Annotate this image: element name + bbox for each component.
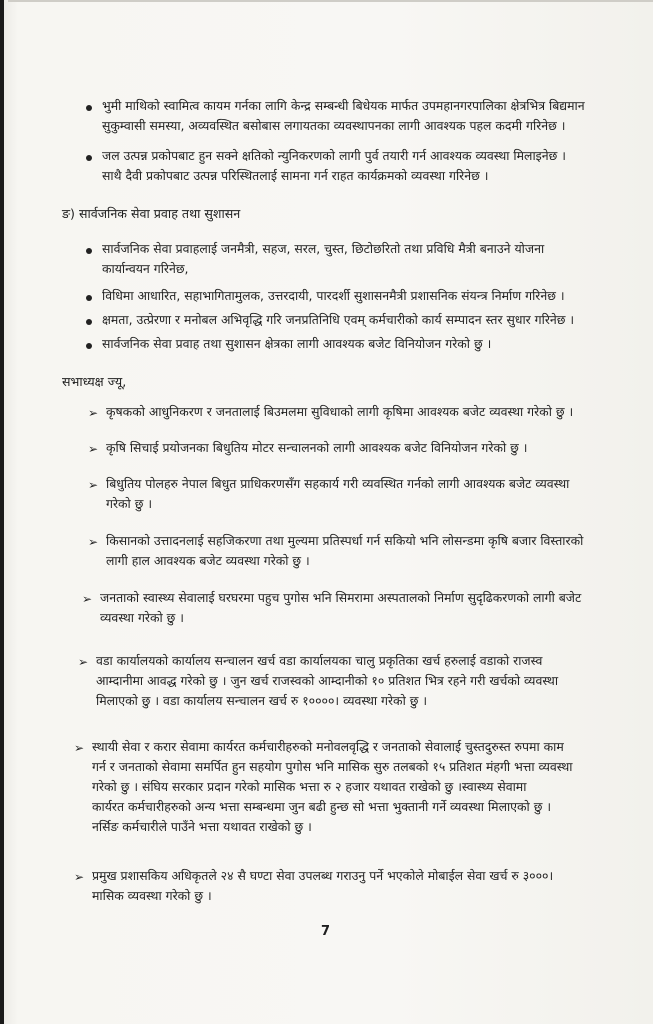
page-top-edge: [8, 0, 653, 2]
bullet-dot: [86, 295, 92, 301]
arrow-bullet-icon: ➢: [88, 442, 99, 456]
text-line: कार्यरत कर्मचारीहरुको अन्य भत्ता सम्बन्धमा जुन बढी हुन्छ सो भत्ता भुक्तानी गर्ने व्यवस्था मिलाएको छु ।: [92, 799, 552, 814]
paragraph-land-ownership: [102, 96, 585, 136]
text-line: व्यवस्था गरेको छु ।: [100, 610, 184, 625]
paragraph-public-service-1: [102, 239, 544, 279]
text-line: कृषकको आधुनिकरण र जनतालाई बिउमलमा सुविधाको लागी कृषिमा आवश्यक बजेट व्यवस्था गरेको छु ।: [106, 404, 574, 419]
paragraph-staff-allowance: [92, 737, 573, 837]
paragraph-public-service-3: [102, 310, 574, 330]
text-line: किसानको उत्तादनलाई सहजिकरणा तथा मुल्यमा प्रतिस्पर्धा गर्न सकियो भनि लोसन्डमा कृषि बजार विस्तारको: [106, 533, 584, 548]
salutation-heading: सभाध्यक्ष ज्यू,: [62, 374, 127, 389]
text-line: कृषि सिचाई प्रयोजनका बिधुतिय मोटर सन्चालनको लागी आवश्यक बजेट विनियोजन गरेको छु ।: [106, 440, 528, 455]
text-line: नर्सिङ कर्मचारीले पाउँने भत्ता यथावत राखेको छु ।: [92, 819, 312, 834]
paragraph-mobile-allowance: [92, 866, 553, 906]
text-line: गर्न र जनताको सेवामा समर्पित हुन सहयोग पुगोस भनि मासिक सुरु तलबको १५ प्रतिशत मंहगी भत्ता व्यवस्था: [92, 759, 573, 774]
paragraph-agriculture: [106, 402, 573, 422]
text-line: भुमी माथिको स्वामित्व कायम गर्नका लागि केन्द्र सम्बन्धी बिधेयक मार्फत उपमहानगरपालिका क्षेत्रभित्र बिद्यमान: [102, 98, 585, 113]
arrow-bullet-icon: ➢: [88, 406, 99, 420]
text-line: मासिक व्यवस्था गरेको छु ।: [92, 888, 212, 903]
bullet-dot: [86, 343, 92, 349]
bullet-dot: [86, 155, 92, 161]
text-line: क्षमता, उत्प्रेरणा र मनोबल अभिवृद्धि गरि जनप्रतिनिधि एवम् कर्मचारीको कार्य सम्पादन स्तर सुधार गरिनेछ ।: [102, 312, 575, 327]
paragraph-irrigation: [106, 438, 527, 458]
arrow-bullet-icon: ➢: [74, 870, 85, 884]
bullet-dot: [86, 248, 92, 254]
page-shadow-edge: [0, 0, 4, 1024]
paragraph-electric-poles: [106, 474, 569, 514]
arrow-bullet-icon: ➢: [74, 741, 85, 755]
bullet-dot: [86, 105, 92, 111]
paragraph-disaster-prep: [102, 146, 566, 186]
paragraph-hospital: [100, 588, 581, 628]
arrow-bullet-icon: ➢: [82, 592, 93, 606]
arrow-bullet-icon: ➢: [88, 478, 99, 492]
text-line: विधिमा आधारित, सहाभागितामुलक, उत्तरदायी, पारदर्शी सुशासनमैत्री प्रशासनिक संयन्त्र निर्माण गरिनेछ ।: [102, 288, 565, 303]
bullet-dot: [86, 319, 92, 325]
text-line: साथै दैवी प्रकोपबाट उत्पन्न परिस्थितलाई सामना गर्न राहत कार्यक्रमको व्यवस्था गरिनेछ ।: [102, 168, 489, 183]
paragraph-public-service-2: [102, 286, 565, 306]
section-heading-public-service: ङ) सार्वजनिक सेवा प्रवाह तथा सुशासन: [62, 206, 241, 221]
text-line: सुकुम्वासी समस्या, अव्यवस्थित बसोबास लगायतका व्यवस्थापनका लागी आवश्यक पहल कदमी गरिनेछ ।: [102, 118, 566, 133]
paragraph-public-service-4: [102, 334, 491, 354]
text-line: लागी हाल आवश्यक बजेट व्यवस्था गरेको छु ।: [106, 553, 310, 568]
arrow-bullet-icon: ➢: [78, 655, 89, 669]
text-line: वडा कार्यालयको कार्यालय सन्चालन खर्च वडा कार्यालयका चालु प्रकृतिका खर्च हरुलाई वडाको राजस्व: [96, 653, 543, 668]
text-line: जनताको स्वास्थ्य सेवालाई घरघरमा पहुच पुगोस भनि सिमरामा अस्पतालको निर्माण सुदृढिकरणको लागी बजेट: [100, 590, 582, 605]
text-line: स्थायी सेवा र करार सेवामा कार्यरत कर्मचारीहरुको मनोवलवृद्धि र जनताको सेवालाई चुस्तदुरुस्त रुपमा काम: [92, 739, 564, 754]
text-line: सार्वजनिक सेवा प्रवाहलाई जनमैत्री, सहज, सरल, चुस्त, छिटोछरितो तथा प्रविधि मैत्री बनाउने योजना: [102, 241, 545, 256]
paragraph-farm-market: [106, 531, 583, 571]
text-line: गरेको छु । संघिय सरकार प्रदान गरेको मासिक भत्ता रु २ हजार यथावत राखेको छु ।स्वास्थ्य सेवामा: [92, 779, 527, 794]
text-line: बिधुतिय पोलहरु नेपाल बिधुत प्राधिकरणसँग सहकार्य गरी व्यवस्थित गर्नको लागी आवश्यक बजेट व्यवस्था: [106, 476, 570, 491]
text-line: जल उत्पन्न प्रकोपबाट हुन सक्ने क्षतिको न्युनिकरणको लागी पुर्व तयारी गर्न आवश्यक व्यवस्था मिलाइनेछ ।: [102, 148, 566, 163]
text-line: कार्यान्वयन गरिनेछ,: [102, 261, 189, 276]
text-line: मिलाएको छु । वडा कार्यालय सन्चालन खर्च रु १००००। व्यवस्था गरेको छु ।: [96, 693, 428, 708]
page-number: 7: [321, 924, 331, 939]
text-line: सार्वजनिक सेवा प्रवाह तथा सुशासन क्षेत्रका लागी आवश्यक बजेट विनियोजन गरेको छु ।: [102, 336, 492, 351]
arrow-bullet-icon: ➢: [88, 535, 99, 549]
paragraph-ward-office: [96, 651, 558, 711]
text-line: आम्दानीमा आवद्ध गरेको छु । जुन खर्च राजस्वको आम्दानीको १० प्रतिशत भित्र रहने गरी खर्चको व्यवस्था: [96, 673, 559, 688]
text-line: गरेको छु ।: [106, 496, 153, 511]
text-line: प्रमुख प्रशासकिय अधिकृतले २४ सै घण्टा सेवा उपलब्ध गराउनु पर्ने भएकोले मोबाईल सेवा खर्च रु ३०००।: [92, 868, 554, 883]
